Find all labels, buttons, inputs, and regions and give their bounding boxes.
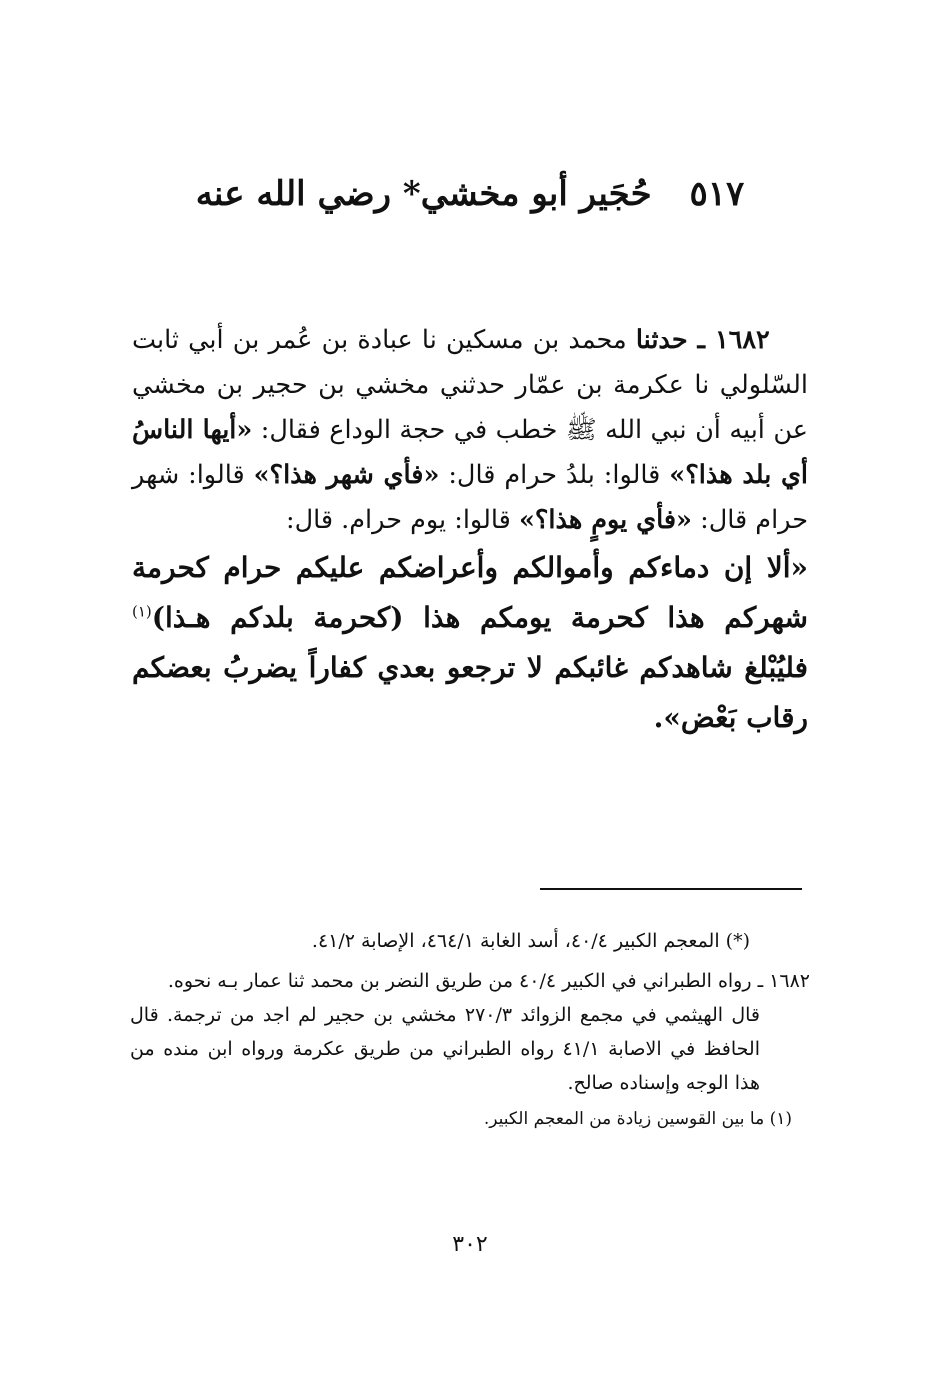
hadith-answer-2: قالوا: شهر حرام قال: [132, 460, 808, 535]
sermon-text-1: «ألا إن دماءكم وأموالكم وأعراضكم عليكم حرام كحرمة شهركم هذا كحرمة يومكم هذا (كحرمة بلدكم هـذا) [132, 551, 808, 634]
hadith-answer-3: قالوا: يوم حرام. قال: [285, 505, 511, 535]
hadith-body [132, 318, 808, 743]
note-sources: (*) المعجم الكبير ٤٠/٤، أسد الغابة ٤٦٤/١، الإصابة ٤١/٢. [311, 930, 750, 952]
hadith-question-1: «أيها الناسُ أي بلد هذا؟» [132, 415, 809, 490]
hadith-question-3: «فأي يومٍ هذا؟» [518, 505, 692, 535]
note-haythami: قال الهيثمي في مجمع الزوائد ٢٧٠/٣ مخشي بن حجير لم اجد من ترجمة. قال الحافظ في الاصابة ٤١/١ رواه الطبراني من طريق عكرمة ورواه ابن منده من هذا الوجه وإسناده صالح. [130, 1004, 760, 1094]
footnote-1: (١) ما بين القوسين زيادة من المعجم الكبير. [483, 1109, 792, 1129]
page-number: ٣٠٢ [452, 1232, 488, 1257]
footnote-marker: (١) [132, 602, 152, 621]
biography-title: حُجَير أبو مخشي* رضي الله عنه [195, 174, 652, 214]
hadith-chain: محمد بن مسكين نا عبادة بن عُمر بن أبي ثابت السّلولي نا عكرمة بن عمّار حدثني مخشي بن حجير بن مخشي عن أبيه أن نبي الله ﷺ خطب في حجة الوداع فقال: [132, 325, 808, 445]
hadith-narration [132, 318, 808, 543]
footnotes-section [130, 924, 810, 1136]
biography-number: ٥١٧ [689, 174, 745, 214]
sermon-text-2: فليُبْلغ شاهدكم غائبكم لا ترجعو بعدي كفاراً يضربُ بعضكم رقاب بَعْض». [132, 651, 808, 734]
biography-heading [120, 168, 820, 220]
hadith-question-2: «فأي شهر هذا؟» [253, 460, 440, 490]
footnote-divider [540, 888, 802, 890]
hadith-sermon [132, 543, 808, 743]
hadith-answer-1: قالوا: بلدُ حرام قال: [448, 460, 661, 490]
note-hadith-1682: ١٦٨٢ ـ رواه الطبراني في الكبير ٤٠/٤ من طريق النضر بن محمد ثنا عمار بـه نحوه. [167, 970, 810, 992]
hadith-number: ١٦٨٢ ـ حدثنا [635, 325, 770, 355]
